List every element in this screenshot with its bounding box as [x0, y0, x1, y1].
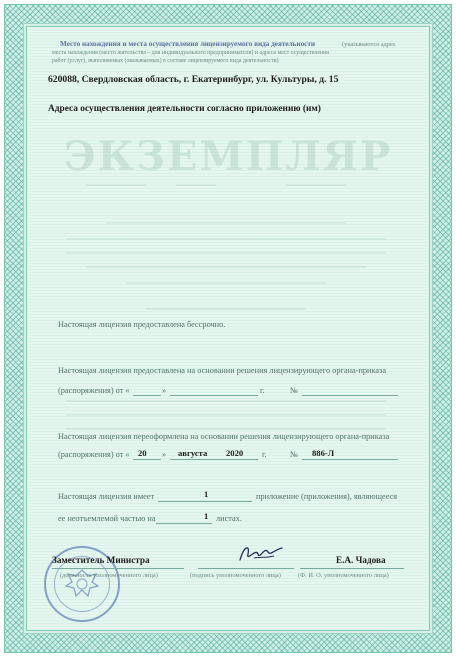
- annex-count-blank: [158, 501, 252, 502]
- grounds-number-blank: [302, 395, 398, 396]
- grounds-close-quote: »: [162, 386, 167, 395]
- activity-place-note-2: места нахождения (место жительства – для индивидуального предпринимателя) и адреса мест осуществления: [52, 50, 329, 56]
- position-line: [52, 568, 184, 569]
- reissue-month-blank: [170, 459, 258, 460]
- reissue-year-suffix: г.: [262, 450, 267, 459]
- annex-line-1-prefix: Настоящая лицензия имеет: [58, 492, 155, 501]
- annex-sheets-blank: [156, 523, 212, 524]
- annex-line-1-suffix: приложение (приложения), являющееся: [256, 492, 398, 501]
- reissue-number: 886-Л: [312, 448, 335, 458]
- reissue-number-label: №: [290, 450, 298, 459]
- reissue-year: 2020: [226, 448, 244, 458]
- activity-place-note-3: работ (услуг), выполняемых (оказываемых) в составе лицензируемого вида деятельности): [52, 58, 279, 64]
- grounds-date-prefix: (распоряжения) от «: [58, 386, 130, 395]
- grounds-number-label: №: [290, 386, 298, 395]
- grounds-year-suffix: г.: [260, 386, 265, 395]
- caption-name: (Ф. И. О. уполномоченного лица): [298, 572, 389, 579]
- signatory-name: Е.А. Чадова: [336, 555, 386, 565]
- activity-place-note-1: (указываются адрес: [342, 41, 396, 48]
- activity-place-title: Место нахождения и места осуществления лицензируемого вида деятельности: [60, 40, 316, 48]
- reissue-day: 20: [138, 448, 147, 458]
- reissue-close-quote: »: [162, 450, 167, 459]
- grounds-day-blank: [133, 395, 161, 396]
- signature-line: [198, 568, 294, 569]
- grounds-line-1: Настоящая лицензия предоставлена на основании решения лицензирующего органа-приказа: [58, 366, 387, 375]
- reissue-date-prefix: (распоряжения) от «: [58, 450, 130, 459]
- caption-signature: (подпись уполномоченного лица): [190, 572, 281, 579]
- signatory-position: Заместитель Министра: [52, 555, 150, 565]
- reissue-month: августа: [178, 448, 208, 458]
- faded-title-glyphs: ЭКЗЕМПЛЯР: [63, 133, 393, 180]
- annex-address-line: Адреса осуществления деятельности согласно приложению (им): [48, 104, 321, 114]
- handwritten-signature: [234, 540, 288, 566]
- name-line: [300, 568, 404, 569]
- reissue-day-blank: [133, 459, 161, 460]
- caption-position: (должность уполномоченного лица): [60, 572, 158, 579]
- address: 620088, Свердловская область, г. Екатеринбург, ул. Культуры, д. 15: [48, 74, 339, 85]
- annex-count: 1: [204, 489, 209, 499]
- grounds-month-blank: [170, 395, 258, 396]
- annex-sheets: 1: [204, 511, 209, 521]
- reissue-line-1: Настоящая лицензия переоформлена на основании решения лицензирующего органа-приказа: [58, 432, 390, 441]
- validity-text: Настоящая лицензия предоставлена бессрочно.: [58, 320, 226, 329]
- annex-line-2-suffix: листах.: [216, 514, 242, 523]
- annex-line-2-prefix: ее неотъемлемой частью на: [58, 514, 156, 523]
- reissue-number-blank: [302, 459, 398, 460]
